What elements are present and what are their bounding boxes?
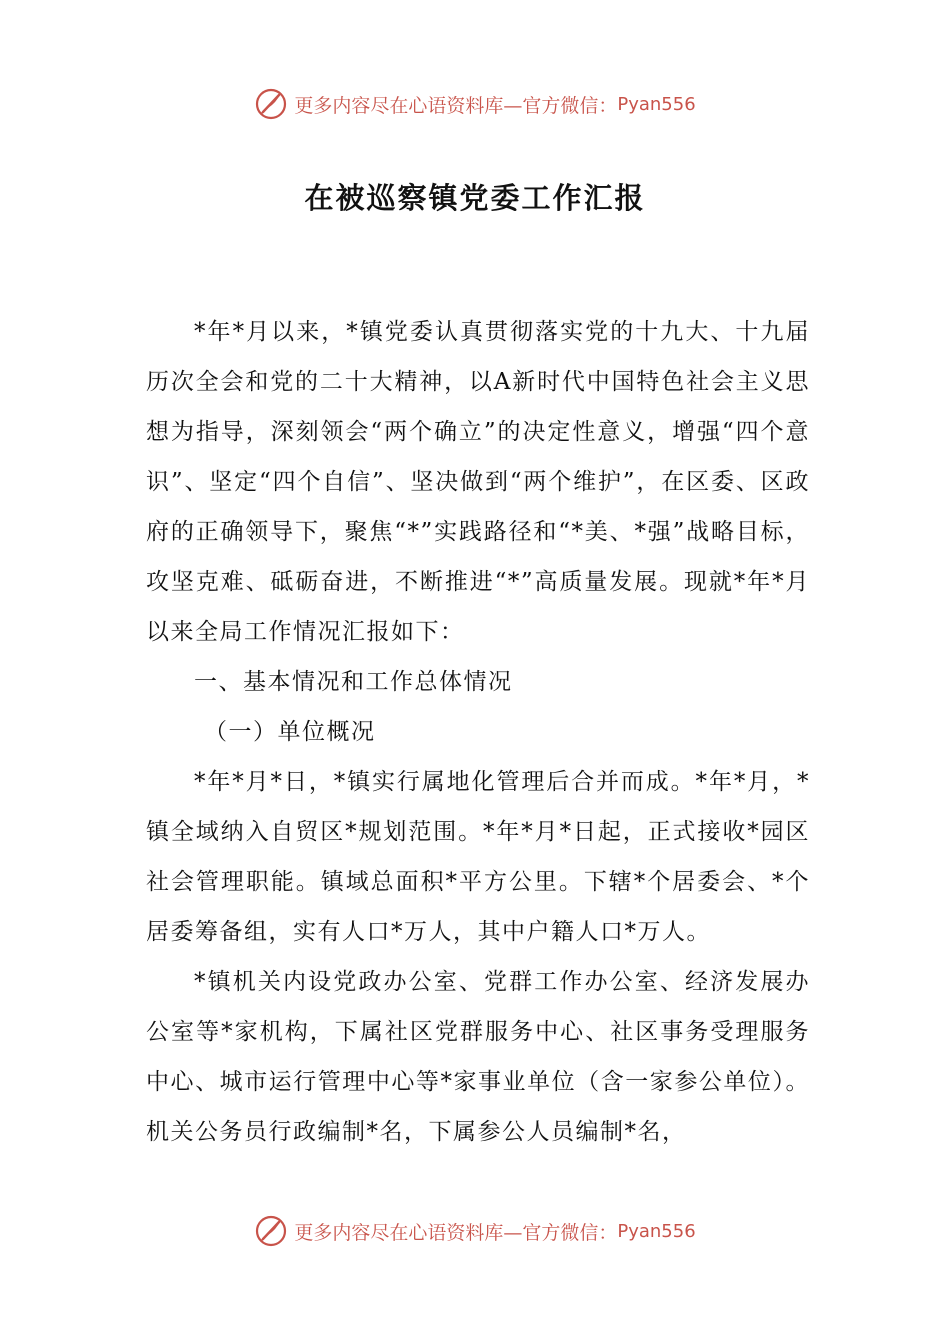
paragraph-organization: *镇机关内设党政办公室、党群工作办公室、经济发展办公室等*家机构，下属社区党群服务中心、社区事务受理服务中心、城市运行管理中心等*家事业单位（含一家参公单位）。机关公务员行政编制*名，下属参公人员编制*名， (146, 969, 810, 1145)
footer-watermark (0, 1211, 950, 1251)
watermark-text: 更多内容尽在心语资料库—官方微信： (294, 94, 618, 117)
section-heading-1: 一、基本情况和工作总体情况 (194, 669, 513, 695)
document-body (146, 307, 810, 1157)
watermark-text: 更多内容尽在心语资料库—官方微信： (294, 1221, 618, 1244)
document-title: 在被巡察镇党委工作汇报 (304, 181, 646, 215)
watermark-wechat-id: Pyan556 (617, 1220, 696, 1242)
watermark-wechat-id: Pyan556 (617, 93, 696, 115)
quill-seal-logo-icon (254, 87, 288, 121)
quill-seal-logo-icon (254, 1214, 288, 1248)
paragraph-intro: *年*月以来，*镇党委认真贯彻落实党的十九大、十九届历次全会和党的二十大精神，以A新时代中国特色社会主义思想为指导，深刻领会“两个确立”的决定性意义，增强“四个意识”、坚定“四个自信”、坚决做到“两个维护”，在区委、区政府的正确领导下，聚焦“*”实践路径和“*美、*强”战略目标，攻坚克难、砥砺奋进，不断推进“*”高质量发展。现就*年*月以来全局工作情况汇报如下： (146, 319, 810, 645)
header-watermark (0, 84, 950, 124)
subsection-heading-1: （一）单位概况 (204, 719, 376, 745)
paragraph-overview: *年*月*日，*镇实行属地化管理后合并而成。*年*月，*镇全域纳入自贸区*规划范围。*年*月*日起，正式接收*园区社会管理职能。镇域总面积*平方公里。下辖*个居委会、*个居委筹备组，实有人口*万人，其中户籍人口*万人。 (146, 769, 810, 945)
